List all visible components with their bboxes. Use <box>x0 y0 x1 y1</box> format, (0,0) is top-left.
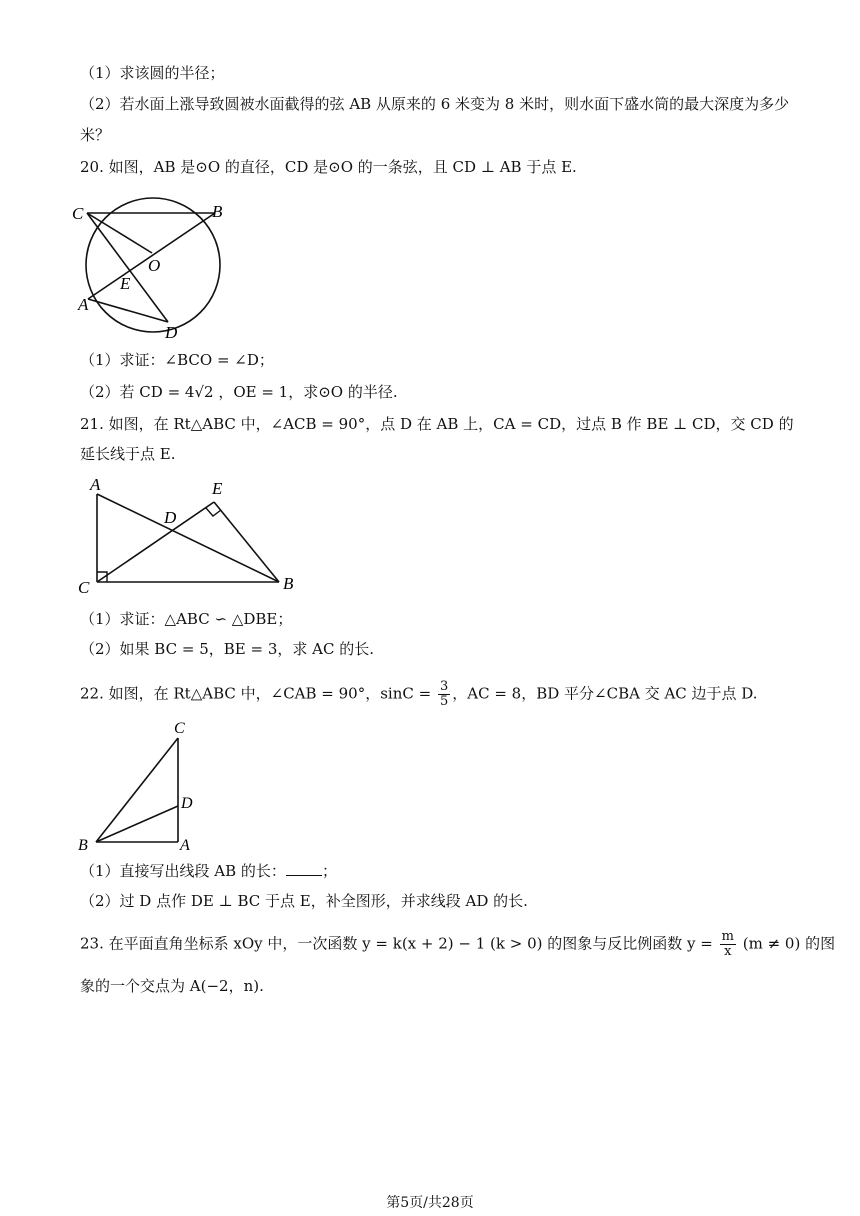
q20-segment-co <box>87 213 152 253</box>
q20-label-o: O <box>148 256 161 275</box>
q19-part2-line2: 米？ <box>80 126 111 144</box>
q20-part2: （2）若 CD = 4√2 ，OE = 1，求⊙O 的半径. <box>80 383 398 401</box>
q23-stem <box>80 930 835 959</box>
q23-fraction <box>720 930 736 959</box>
q21-triangle-figure <box>74 472 314 600</box>
q20-segment-ad <box>88 299 168 322</box>
q21-stem-line1: 21. 如图，在 Rt△ABC 中，∠ACB = 90°，点 D 在 AB 上，CA = CD，过点 B 作 BE ⊥ CD，交 CD 的 <box>80 415 794 433</box>
q22-bisector-bd <box>96 806 178 842</box>
q20-label-b: B <box>212 202 223 221</box>
q22-stem <box>80 680 758 709</box>
q22-answer-blank[interactable] <box>286 861 322 876</box>
q22-label-b: B <box>78 837 88 854</box>
q21-hypotenuse-ab <box>97 494 279 582</box>
q22-part1-pre: （1）直接写出线段 AB 的长： <box>80 862 286 880</box>
q23-frac-den: x <box>724 944 732 959</box>
q22-triangle-figure <box>74 718 204 856</box>
q22-side-cb <box>96 738 178 842</box>
q20-label-c: C <box>72 204 84 223</box>
q21-stem-line2: 延长线于点 E. <box>80 445 176 463</box>
q21-label-b: B <box>283 574 294 593</box>
q20-circle-figure <box>70 195 250 345</box>
q23-stem-pre: 23. 在平面直角坐标系 xOy 中，一次函数 y = k(x + 2) − 1 (k > 0) 的图象与反比例函数 y = <box>80 934 718 953</box>
q22-label-c: C <box>174 720 185 737</box>
q20-label-a: A <box>78 295 89 314</box>
q23-frac-num: m <box>721 929 734 944</box>
q21-label-a: A <box>90 475 101 494</box>
q23-line2: 象的一个交点为 A(−2，n). <box>80 977 264 995</box>
q20-label-d: D <box>165 323 178 342</box>
q19-part1: （1）求该圆的半径； <box>80 64 225 82</box>
q20-part1: （1）求证：∠BCO = ∠D； <box>80 351 274 369</box>
q22-part1 <box>80 860 337 882</box>
q23-stem-post: (m ≠ 0) 的图 <box>737 934 836 953</box>
q21-line-be <box>214 502 279 582</box>
q21-part2: （2）如果 BC = 5，BE = 3，求 AC 的长. <box>80 640 374 658</box>
q19-part2-line1: （2）若水面上涨导致圆被水面截得的弦 AB 从原来的 6 米变为 8 米时，则水面下盛水筒的最大深度为多少 <box>80 95 790 113</box>
q22-fraction <box>438 680 450 709</box>
q22-label-d: D <box>181 795 193 812</box>
q21-label-d: D <box>164 508 177 527</box>
q21-part1: （1）求证：△ABC ∽ △DBE； <box>80 610 293 628</box>
q21-label-e: E <box>212 479 223 498</box>
q21-label-c: C <box>78 578 90 597</box>
q20-label-e: E <box>120 274 131 293</box>
q22-frac-den: 5 <box>439 694 449 709</box>
q22-part1-post: ； <box>321 862 337 880</box>
q22-label-a: A <box>180 837 190 854</box>
q22-stem-pre: 22. 如图，在 Rt△ABC 中，∠CAB = 90°，sinC = <box>80 684 436 703</box>
page-footer: 第5页/共28页 <box>386 1195 474 1211</box>
q22-stem-post: ，AC = 8，BD 平分∠CBA 交 AC 边于点 D. <box>452 684 758 703</box>
q20-stem: 20. 如图，AB 是⊙O 的直径，CD 是⊙O 的一条弦，且 CD ⊥ AB 于点 E. <box>80 158 577 176</box>
q21-right-angle-e <box>206 508 221 516</box>
q22-part2: （2）过 D 点作 DE ⊥ BC 于点 E，补全图形，并求线段 AD 的长. <box>80 892 528 910</box>
q22-frac-num: 3 <box>439 679 449 694</box>
